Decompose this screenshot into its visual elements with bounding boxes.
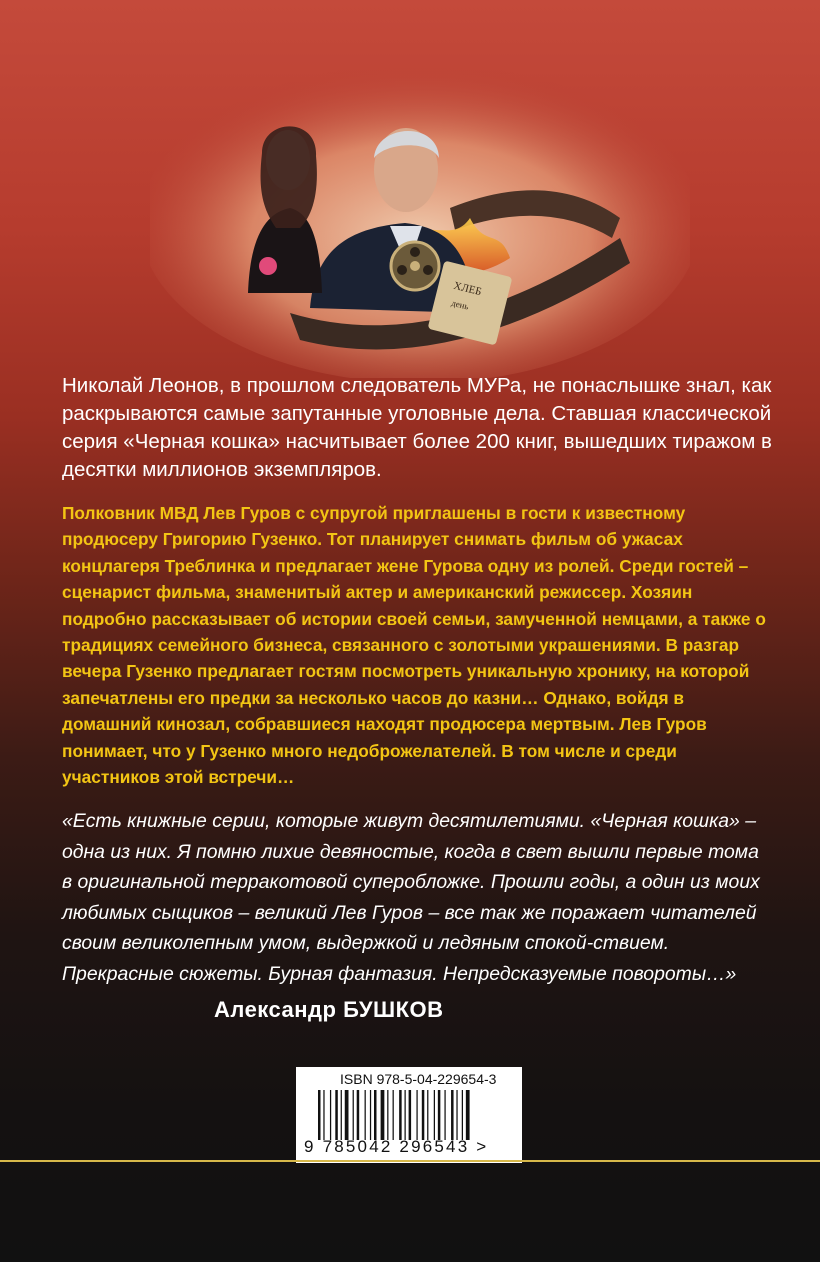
quote-author: Александр БУШКОВ xyxy=(214,997,444,1022)
isbn-label: ISBN 978-5-04-229654-3 xyxy=(340,1071,497,1087)
barcode-digits: 9 785042 296543 > xyxy=(304,1137,489,1156)
book-summary-paragraph: Полковник МВД Лев Гуров с супругой приглашены в гости к известному продюсеру Григорию Гузенко. Тот планирует снимать фильм об ужасах концлагеря Треблинка и предлагает жене Гурова одну из ролей. Среди гостей – сценарист фильма, знаменитый актер и американский режиссер. Хозяин подробно рассказывает об истории своей семьи, замученной немцами, а также о традициях семейного бизнеса, связанного с золотыми украшениями. В разгар вечера Гузенко предлагает гостям посмотреть уникальную хронику, на которой запечатлены его предки за несколько часов до казни… Однако, войдя в домашний кинозал, собравшиеся находят продюсера мертвым. Лев Гуров понимает, что у Гузенко много недоброжелателей. В том числе и среди участников этой встречи… xyxy=(62,503,766,788)
barcode-panel xyxy=(296,1067,522,1163)
film-reel-icon xyxy=(391,242,439,290)
ticket-text-1: ХЛЕБ xyxy=(452,279,483,299)
accent-divider-line xyxy=(0,1160,820,1162)
barcode-bars xyxy=(318,1090,508,1140)
ticket-text-2: день xyxy=(450,297,470,312)
cover-illustration xyxy=(150,58,690,378)
author-quote: «Есть книжные серии, которые живут десятилетиями. «Черная кошка» – одна из них. Я помню лихие девяностые, когда в свет вышли первые тома в оригинальной терракотовой суперобложке. Прошли годы, а один из моих любимых сыщиков – великий Лев Гуров – все так же поражает читателей своим великолепным умом, выдержкой и ледяным спокой-ствием. Прекрасные сюжеты. Бурная фантазия. Непредсказуемые повороты…» xyxy=(62,810,760,985)
intro-paragraph: Николай Леонов, в прошлом следователь МУРа, не понаслышке знал, как раскрываются самые запутанные уголовные дела. Ставшая классической серия «Черная кошка» насчитывает более 200 книг, вышедших тиражом в десятки миллионов экземпляров. xyxy=(62,374,772,481)
